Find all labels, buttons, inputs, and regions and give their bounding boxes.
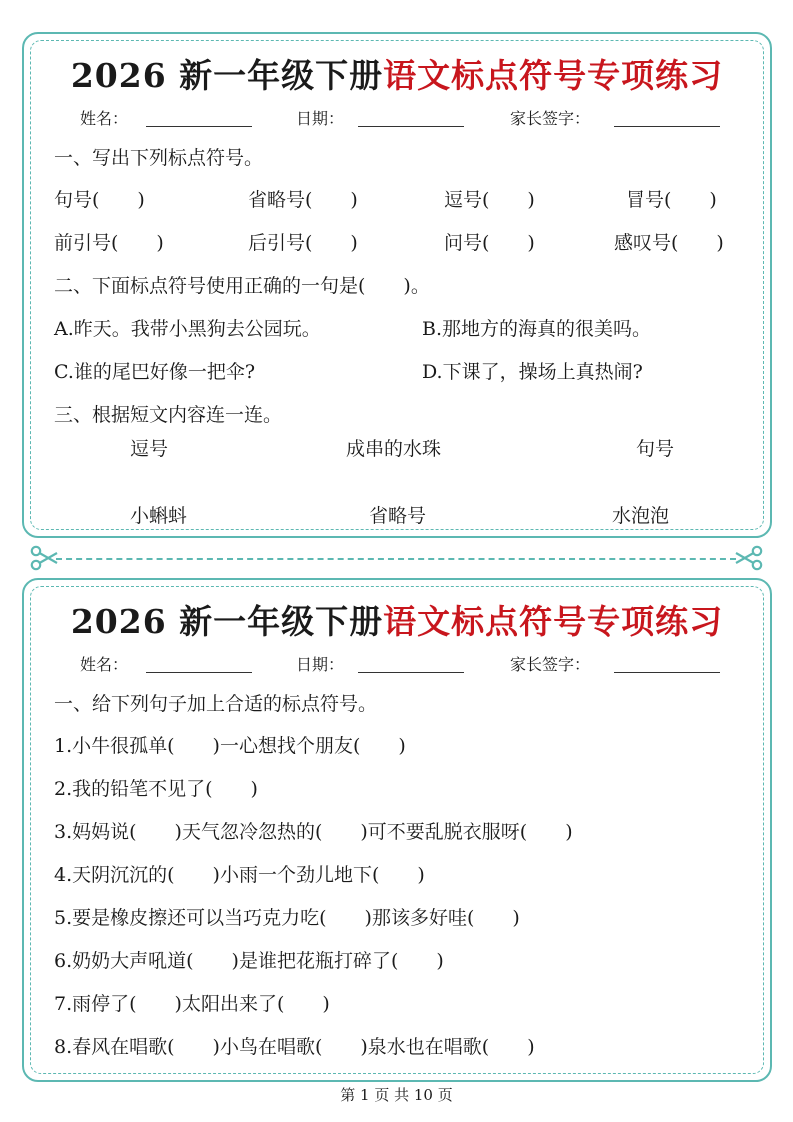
worksheet-title xyxy=(24,596,770,643)
match-item-bottom[interactable]: 省略号 xyxy=(369,505,427,527)
exercise-item[interactable]: 8.春风在唱歌( )小鸟在唱歌( )泉水也在唱歌( ) xyxy=(54,1036,535,1058)
exercise-item[interactable]: 3.妈妈说( )天气忽冷忽热的( )可不要乱脱衣服呀( ) xyxy=(54,821,573,843)
exercise-item[interactable]: 7.雨停了( )太阳出来了( ) xyxy=(54,993,330,1015)
section-heading: 三、根据短文内容连一连。 xyxy=(54,404,283,426)
scissors-icon xyxy=(735,545,763,571)
exercise-item[interactable]: 6.奶奶大声吼道( )是谁把花瓶打碎了( ) xyxy=(54,950,444,972)
title-black-part: 2026 新一年级下册 xyxy=(70,56,384,95)
date-label: 日期： xyxy=(296,655,345,674)
blank-item[interactable]: 后引号( ) xyxy=(248,232,358,254)
match-item-top[interactable]: 句号 xyxy=(636,438,675,460)
blank-item[interactable]: 逗号( ) xyxy=(444,189,535,211)
exercise-item[interactable]: 4.天阴沉沉的( )小雨一个劲儿地下( ) xyxy=(54,864,425,886)
name-label: 姓名： xyxy=(80,655,129,674)
blank-item[interactable]: 感叹号( ) xyxy=(614,232,724,254)
option-a[interactable]: A.昨天。我带小黑狗去公园玩。 xyxy=(54,318,321,340)
page-footer: 第 1 页 共 10 页 xyxy=(340,1086,453,1104)
worksheet-card-2 xyxy=(22,578,772,1082)
signature-field[interactable] xyxy=(614,126,720,127)
section-heading: 一、给下列句子加上合适的标点符号。 xyxy=(54,693,378,715)
name-field[interactable] xyxy=(146,126,252,127)
title-red-part: 语文标点符号专项练习 xyxy=(383,56,724,95)
title-black-part: 2026 新一年级下册 xyxy=(70,602,384,641)
option-b[interactable]: B.那地方的海真的很美吗。 xyxy=(422,318,652,340)
signature-label: 家长签字： xyxy=(510,109,591,128)
cut-line xyxy=(56,558,736,560)
date-label: 日期： xyxy=(296,109,345,128)
signature-field[interactable] xyxy=(614,672,720,673)
match-item-bottom[interactable]: 水泡泡 xyxy=(612,505,670,527)
scissors-icon xyxy=(30,545,58,571)
exercise-item[interactable]: 5.要是橡皮擦还可以当巧克力吃( )那该多好哇( ) xyxy=(54,907,520,929)
match-item-top[interactable]: 成串的水珠 xyxy=(346,438,442,460)
section-heading: 一、写出下列标点符号。 xyxy=(54,147,264,169)
blank-item[interactable]: 问号( ) xyxy=(444,232,535,254)
match-item-bottom[interactable]: 小蝌蚪 xyxy=(130,505,188,527)
option-c[interactable]: C.谁的尾巴好像一把伞? xyxy=(54,361,256,383)
name-label: 姓名： xyxy=(80,109,129,128)
blank-item[interactable]: 前引号( ) xyxy=(54,232,164,254)
exercise-item[interactable]: 2.我的铅笔不见了( ) xyxy=(54,778,258,800)
blank-item[interactable]: 省略号( ) xyxy=(248,189,358,211)
blank-item[interactable]: 句号( ) xyxy=(54,189,145,211)
worksheet-card-1 xyxy=(22,32,772,538)
worksheet-title xyxy=(24,50,770,97)
signature-label: 家长签字： xyxy=(510,655,591,674)
title-red-part: 语文标点符号专项练习 xyxy=(383,602,724,641)
option-d[interactable]: D.下课了，操场上真热闹? xyxy=(422,361,643,383)
blank-item[interactable]: 冒号( ) xyxy=(626,189,717,211)
date-field[interactable] xyxy=(358,672,464,673)
match-item-top[interactable]: 逗号 xyxy=(130,438,169,460)
exercise-item[interactable]: 1.小牛很孤单( )一心想找个朋友( ) xyxy=(54,735,406,757)
date-field[interactable] xyxy=(358,126,464,127)
section-heading: 二、下面标点符号使用正确的一句是( )。 xyxy=(54,275,430,297)
name-field[interactable] xyxy=(146,672,252,673)
